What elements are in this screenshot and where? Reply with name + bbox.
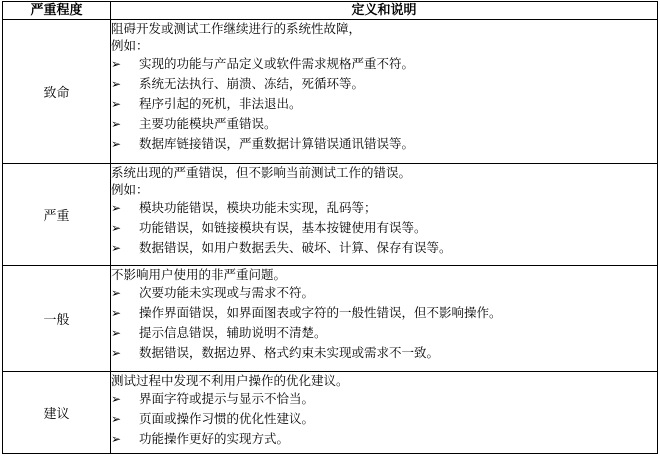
severity-table (2, 1, 658, 454)
severity-level: 致命 (3, 20, 111, 164)
list-item (111, 343, 657, 363)
table-row (3, 164, 658, 266)
list-item (111, 74, 657, 94)
arrow-bullet-icon: ➢ (111, 117, 122, 131)
severity-description (111, 372, 658, 454)
list-item-text: 功能错误，如链接模块有误，基本按键使用有误等。 (139, 220, 427, 235)
arrow-bullet-icon: ➢ (111, 306, 122, 320)
severity-level: 严重 (3, 164, 111, 266)
list-item (111, 94, 657, 114)
list-item (111, 218, 657, 238)
table-row (3, 372, 658, 454)
description-intro: 不影响用户使用的非严重问题。 (111, 267, 287, 282)
example-list (111, 389, 657, 449)
list-item (111, 134, 657, 154)
description-intro: 系统出现的严重错误，但不影响当前测试工作的错误。 (111, 165, 412, 180)
list-item-text: 系统无法执行、崩溃、冻结，死循环等。 (139, 76, 365, 91)
list-item (111, 54, 657, 74)
header-row (3, 2, 658, 20)
description-intro: 测试过程中发现不利用户操作的优化建议。 (111, 373, 349, 388)
list-item (111, 283, 657, 303)
arrow-bullet-icon: ➢ (111, 412, 122, 426)
description-intro: 例如： (111, 38, 149, 53)
list-item-text: 次要功能未实现或与需求不符。 (139, 285, 315, 300)
arrow-bullet-icon: ➢ (111, 326, 122, 340)
arrow-bullet-icon: ➢ (111, 97, 122, 111)
list-item (111, 323, 657, 343)
arrow-bullet-icon: ➢ (111, 241, 122, 255)
table-row (3, 20, 658, 164)
arrow-bullet-icon: ➢ (111, 432, 122, 446)
severity-description (111, 266, 658, 372)
list-item-text: 数据错误，如用户数据丢失、破坏、计算、保存有误等。 (139, 240, 452, 255)
header-description: 定义和说明 (111, 2, 658, 20)
severity-level: 一般 (3, 266, 111, 372)
list-item-text: 功能操作更好的实现方式。 (139, 431, 290, 446)
example-list (111, 54, 657, 154)
list-item (111, 303, 657, 323)
arrow-bullet-icon: ➢ (111, 137, 122, 151)
arrow-bullet-icon: ➢ (111, 392, 122, 406)
arrow-bullet-icon: ➢ (111, 221, 122, 235)
example-list (111, 283, 657, 363)
list-item-text: 模块功能错误，模块功能未实现，乱码等； (139, 200, 377, 215)
list-item (111, 429, 657, 449)
header-level: 严重程度 (3, 2, 111, 20)
severity-description (111, 20, 658, 164)
list-item-text: 主要功能模块严重错误。 (139, 116, 277, 131)
arrow-bullet-icon: ➢ (111, 286, 122, 300)
example-list (111, 198, 657, 258)
description-intro: 阻碍开发或测试工作继续进行的系统性故障， (111, 21, 362, 36)
table-row (3, 266, 658, 372)
list-item-text: 程序引起的死机，非法退出。 (139, 96, 302, 111)
list-item-text: 操作界面错误，如界面图表或字符的一般性错误，但不影响操作。 (139, 305, 502, 320)
arrow-bullet-icon: ➢ (111, 201, 122, 215)
description-intro: 例如： (111, 182, 149, 197)
list-item-text: 页面或操作习惯的优化性建议。 (139, 411, 315, 426)
arrow-bullet-icon: ➢ (111, 77, 122, 91)
list-item (111, 114, 657, 134)
arrow-bullet-icon: ➢ (111, 57, 122, 71)
list-item (111, 238, 657, 258)
severity-description (111, 164, 658, 266)
list-item (111, 389, 657, 409)
list-item-text: 界面字符或提示与显示不恰当。 (139, 391, 315, 406)
list-item (111, 409, 657, 429)
list-item-text: 数据错误，数据边界、格式约束未实现或需求不一致。 (139, 345, 440, 360)
list-item-text: 提示信息错误，辅助说明不清楚。 (139, 325, 327, 340)
severity-level: 建议 (3, 372, 111, 454)
list-item-text: 数据库链接错误，严重数据计算错误通讯错误等。 (139, 136, 415, 151)
list-item (111, 198, 657, 218)
list-item-text: 实现的功能与产品定义或软件需求规格严重不符。 (139, 56, 415, 71)
arrow-bullet-icon: ➢ (111, 346, 122, 360)
